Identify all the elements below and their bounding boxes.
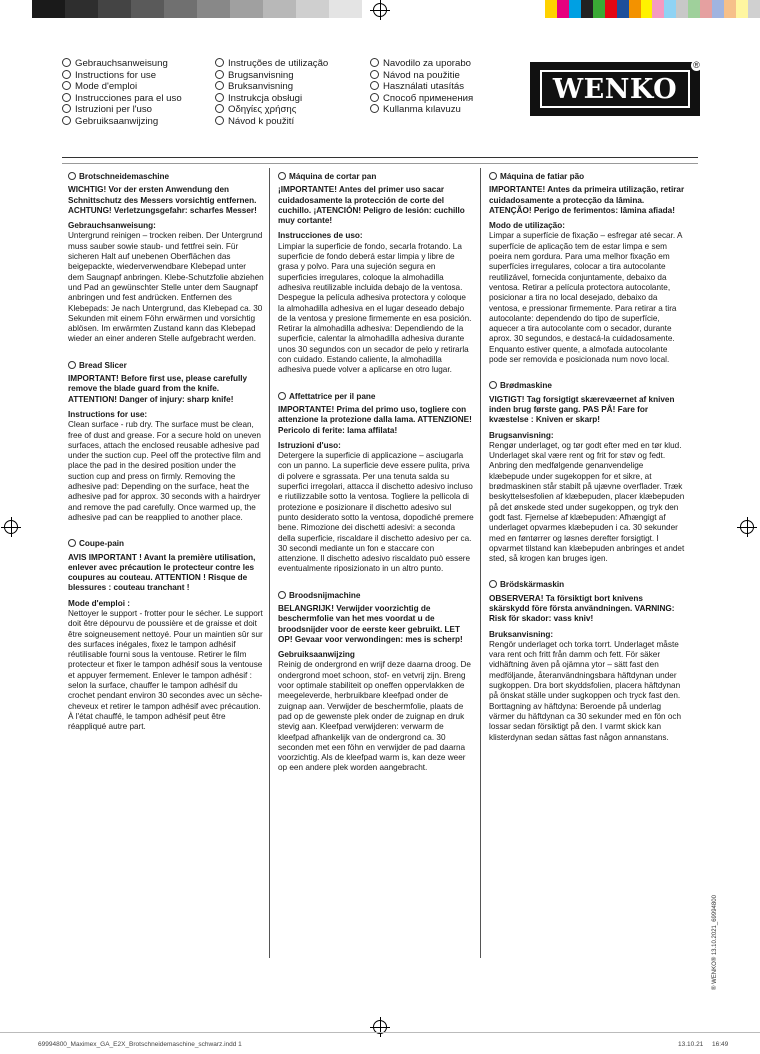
section-warning: IMPORTANTE! Antes da primeira utilização, retirar cuidadosamente a protecção da lâmina. ATENÇÃO! Perigo de ferimentos: lâmina afiada! xyxy=(489,185,685,215)
color-swatch xyxy=(700,0,712,18)
color-swatch xyxy=(712,0,724,18)
language-item: Navodilo za uporabo xyxy=(370,58,473,70)
section-title: Brødmaskine xyxy=(500,381,552,391)
footer-date: 13.10.21 xyxy=(678,1041,704,1048)
language-flag-icon xyxy=(370,93,379,102)
language-flag-icon xyxy=(68,539,76,547)
column-1 xyxy=(68,172,264,741)
color-swatch xyxy=(329,0,362,18)
section-subtitle: Brugsanvisning: xyxy=(489,430,554,440)
language-flag-icon xyxy=(68,361,76,369)
color-swatch xyxy=(748,0,760,18)
language-item: Návod na použitie xyxy=(370,70,473,82)
section-title: Coupe-pain xyxy=(79,539,125,549)
color-swatch xyxy=(569,0,581,18)
color-swatch xyxy=(557,0,569,18)
language-item: Gebrauchsanweisung xyxy=(62,58,182,70)
section-subtitle: Bruksanvisning: xyxy=(489,629,554,639)
language-flag-icon xyxy=(370,70,379,79)
language-item: Návod k použití xyxy=(215,116,328,128)
language-flag-icon xyxy=(370,58,379,67)
registration-mark-left xyxy=(4,520,18,534)
registration-mark-right xyxy=(740,520,754,534)
color-calibration-bar xyxy=(545,0,760,18)
language-flag-icon xyxy=(215,70,224,79)
section-sv xyxy=(489,580,685,742)
grayscale-color-bar xyxy=(32,0,362,18)
color-swatch xyxy=(724,0,736,18)
section-title: Bread Slicer xyxy=(79,360,127,370)
section-de xyxy=(68,172,264,345)
section-body: Untergrund reinigen – trocken reiben. Der Untergrund muss sauber sowie staub- und fettfrei sein. Für sicheren Halt auf unebenen Oberflächen das beigepackte, wiederverwendbare Klebepad unter dem Saugnapf anbringen. Klebe-Schutzfolie abziehen und Pad an gewünschter Stelle unter dem Saugnapf anbringen und fest andrücken. Entfernen des Klebepads: Je nach Untergrund, das Klebepad ca. 30 Sekunden mit einem Föhn erwärmen und vorsichtig ablösen. Im erwärmten Zustand kann das Klebepad wieder an einer anderen Stelle aufgebracht werden. xyxy=(68,231,264,344)
section-subtitle: Gebruiksaanwijzing xyxy=(278,650,355,660)
color-swatch xyxy=(652,0,664,18)
section-warning: OBSERVERA! Ta försiktigt bort knivens skärskydd före första användningen. VARNING: Risk för skador: vass kniv! xyxy=(489,593,675,624)
section-body: Clean surface - rub dry. The surface must be clean, free of dust and grease. For a secure hold on uneven surfaces, attach the enclosed reusable adhesive pad under the suction cup. Peel off the protective film and place the pad in the desired position under the suction cup and press on firmly. Removing the adhesive pad: Depending on the surface, heat the adhesive pad for approx. 30 seconds with a hairdryer and remove the pad carefully. Once warmed up, the adhesive pad can be reapplied to another place. xyxy=(68,420,261,522)
language-flag-icon xyxy=(62,81,71,90)
color-swatch xyxy=(581,0,593,18)
section-es xyxy=(278,172,474,376)
language-flag-icon xyxy=(215,58,224,67)
section-warning: IMPORTANTE! Prima del primo uso, togliere con attenzione la protezione dalla lama. ATTENZIONE! Pericolo di ferite: lama affilata! xyxy=(278,404,472,435)
language-item: Bruksanvisning xyxy=(215,81,328,93)
registration-mark-top xyxy=(373,3,387,17)
section-it xyxy=(278,392,474,575)
side-note: ® WENKO® 13.10.2021_69994800 xyxy=(712,895,718,990)
language-item: Mode d'emploi xyxy=(62,81,182,93)
section-subtitle: Mode d'emploi : xyxy=(68,598,130,608)
section-en xyxy=(68,361,264,523)
section-pt xyxy=(489,172,685,365)
color-swatch xyxy=(593,0,605,18)
section-subtitle: Instrucciones de uso: xyxy=(278,231,363,241)
color-swatch xyxy=(545,0,557,18)
color-swatch xyxy=(98,0,131,18)
footer-time: 16:49 xyxy=(712,1041,729,1048)
section-warning: VIGTIGT! Tag forsigtigt skærevæernet af kniven inden brug første gang. PAS PÅ! Fare for kvæstelse : Kniven er skarp! xyxy=(489,394,675,425)
section-body: Limpiar la superficie de fondo, secarla frotando. La superficie de fondo deberá estar limpia y libre de grasa y polvo. Para una sujeción segura en superficies irregulares, coloque la almohadilla adhesiva reutilizable incluida debajo de la ventosa. Despegue la película adhesiva protectora y coloque la almohadilla adhesiva en el lugar deseado debajo de la ventosa y presione firmemente en esa posición. Retirar la almohadilla adhesiva: Dependiendo de la superficie, calentar la almohadilla adhesiva durante unos 30 segundos con un secador de pelo y retirarla con cuidado. Estando caliente, la almohadilla adhesiva puede volver a aplicarse en otro lugar. xyxy=(278,241,472,375)
language-flag-icon xyxy=(278,172,286,180)
color-swatch xyxy=(164,0,197,18)
section-body: Rengör underlaget och torka torrt. Underlaget måste vara rent och fritt från damm och fett. För säker vidhäftning även på ojämna ytor – sätt fast den medföljande, återanvändningsbara häftdynan under sugkoppen. Dra bort skyddsfolien, placera häftdynan på önskat ställe under sugkoppen och tryck fast den. Borttagning av häftdyna: Beroende på underlag värmer du häftdynan ca 30 sekunder med en fön och lossar sedan försiktigt på den. I varmt skick kan klisterdynan sedan sättas fast någon annanstans. xyxy=(489,639,682,742)
color-swatch xyxy=(688,0,700,18)
color-swatch xyxy=(263,0,296,18)
footer-divider xyxy=(0,1032,760,1033)
language-list-3 xyxy=(370,58,473,116)
section-da xyxy=(489,381,685,564)
language-list-1 xyxy=(62,58,182,128)
color-swatch xyxy=(65,0,98,18)
section-subtitle: Istruzioni d'uso: xyxy=(278,440,341,450)
section-warning: IMPORTANT! Before first use, please carefully remove the blade guard from the knife. ATTENTION! Danger of injury: sharp knife! xyxy=(68,374,248,404)
color-swatch xyxy=(736,0,748,18)
language-item: Instructions for use xyxy=(62,70,182,82)
column-divider-1 xyxy=(269,168,270,958)
language-item: Kullanma kılavuzu xyxy=(370,104,473,116)
language-flag-icon xyxy=(370,104,379,113)
section-warning: ¡IMPORTANTE! Antes del primer uso sacar cuidadosamente la protección de corte del cuchillo. ¡ATENCIÓN! Peligro de lesión: cuchillo muy cortante! xyxy=(278,185,465,226)
section-title: Affettatrice per il pane xyxy=(289,391,376,401)
language-flag-icon xyxy=(62,93,71,102)
logo-text: WENKO xyxy=(540,70,690,108)
color-swatch xyxy=(676,0,688,18)
language-flag-icon xyxy=(62,116,71,125)
language-flag-icon xyxy=(278,591,286,599)
color-swatch xyxy=(131,0,164,18)
section-body: Nettoyer le support - frotter pour le sécher. Le support doit être dépourvu de poussière et de graisse et doit être soigneusement nettoyé. Pour un maintien sûr sur des surfaces inégales, fixez le tampon adhésif réutilisable fourni sous la ventouse. Retirer le film protecteur et fixer le tampon adhésif sous la ventouse et appuyer fermement. Enlever le tampon adhésif : selon la surface, chauffer le tampon adhésif du crochet pendant environ 30 secondes avec un sèche-cheveux et retirer le tampon adhésif avec précaution. À l'état chauffé, le tampon adhésif peut être réappliqué autre part. xyxy=(68,608,263,732)
language-flag-icon xyxy=(489,172,497,180)
color-swatch xyxy=(664,0,676,18)
language-item: Instruções de utilização xyxy=(215,58,328,70)
language-flag-icon xyxy=(62,58,71,67)
footer-file: 69994800_Maximex_GA_E2X_Brotschneidemaschine_schwarz.indd 1 xyxy=(38,1041,242,1048)
section-warning: BELANGRIJK! Verwijder voorzichtig de beschermfolie van het mes voordat u de broodsnijder voor de eerste keer gebruikt. LET OP! Gevaar voor verwondingen: mes is scherp! xyxy=(278,603,463,644)
color-swatch xyxy=(296,0,329,18)
registered-mark: ® xyxy=(691,60,702,71)
color-swatch xyxy=(629,0,641,18)
color-swatch xyxy=(605,0,617,18)
language-item: Οδηγίες χρήσης xyxy=(215,104,328,116)
language-item: Brugsanvisning xyxy=(215,70,328,82)
section-fr xyxy=(68,539,264,732)
header-divider xyxy=(62,157,698,158)
language-flag-icon xyxy=(370,81,379,90)
section-title: Máquina de cortar pan xyxy=(289,172,377,181)
language-item: Istruzioni per l'uso xyxy=(62,104,182,116)
section-warning: WICHTIG! Vor der ersten Anwendung den Schnittschutz des Messers vorsichtig entfernen. ACHTUNG! Verletzungsgefahr: scharfes Messer! xyxy=(68,185,257,215)
section-title: Brödskärmaskin xyxy=(500,580,565,590)
section-title: Brotschneidemaschine xyxy=(79,172,170,181)
color-swatch xyxy=(617,0,629,18)
column-3 xyxy=(489,172,685,751)
language-flag-icon xyxy=(489,580,497,588)
language-list-2 xyxy=(215,58,328,128)
language-item: Használati utasítás xyxy=(370,81,473,93)
language-flag-icon xyxy=(215,116,224,125)
section-warning: AVIS IMPORTANT ! Avant la première utilisation, enlever avec précaution le protecteur contre les coupures au couteau. ATTENTION ! Risque de blessures : couteau tranchant ! xyxy=(68,552,256,593)
section-body: Reinig de ondergrond en wrijf deze daarna droog. De ondergrond moet schoon, stof- en vetvrij zijn. Breng voor optimale stabiliteit op oneffen oppervlakken de meegeleverde, herbruikbare kleefpad onder de zuignap aan. Verwijder de beschermfolie, plaats de pad op de gewenste plek onder de zuignap en druk stevig aan. Kleefpad verwijderen: verwarm de kleefpad afhankelijk van de ondergrond ca. 30 seconden met een föhn en verwijder de pad daarna voorzichtig. Als de kleefpad warm is, kan deze weer op een andere plek worden aangebracht. xyxy=(278,660,471,773)
language-item: Instrukcja obsługi xyxy=(215,93,328,105)
section-nl xyxy=(278,591,474,774)
section-subtitle: Gebrauchsanweisung: xyxy=(68,221,156,231)
column-2 xyxy=(278,172,474,782)
section-body: Rengør underlaget, og tør godt efter med en tør klud. Underlaget skal være rent og frit for støv og fedt. Anbring den medfølgende genanvendelige klæbepude under sugekoppen for et sikre, at brødmaskinen står stabilt på ujævne overflader. Træk beskyttelsesfolien af klæbepuden, placer klæbepuden på det ønskede sted under sugekoppen, og tryk den godt fast. Fjernelse af klæbepuden: Afhængigt af underlaget opvarmes klæbepuden i ca. 30 sekunder med en føntørrer og løsnes derefter forsigtigt. I opvarmet tilstand kan klæbepuden anbringes et andet sted, så krogen kan bruges igen. xyxy=(489,440,685,564)
language-item: Gebruiksaanwijzing xyxy=(62,116,182,128)
color-swatch xyxy=(197,0,230,18)
language-flag-icon xyxy=(215,104,224,113)
language-item: Способ применения xyxy=(370,93,473,105)
section-title: Broodsnijmachine xyxy=(289,590,361,600)
language-flag-icon xyxy=(62,70,71,79)
language-item: Instrucciones para el uso xyxy=(62,93,182,105)
section-title: Máquina de fatiar pão xyxy=(500,172,585,181)
language-flag-icon xyxy=(278,392,286,400)
section-body: Detergere la superficie di applicazione – asciugarla con un panno. La superficie deve essere pulita, priva di polvere e sgrassata. Per una tenuta salda su superfici irregolari, attacca il dischetto adesivo incluso e riutilizzabile sotto la ventosa. Togliere la pellicola di protezione e posizionare il dischetto adesivo sul punto desiderato sotto la ventosa, dopodiché premere bene. Rimozione dei dischetti adesivi: a seconda della superficie, riscaldare il dischetto adesivo per ca. 30 secondi mediante un fon e staccare con attenzione. Il dischetto adesivo riscaldato può essere eventualmente riposizionato in un altro punto. xyxy=(278,451,474,574)
section-subtitle: Modo de utilização: xyxy=(489,221,565,231)
color-swatch xyxy=(641,0,653,18)
wenko-logo xyxy=(530,62,700,116)
section-body: Limpar a superfície de fixação – esfregar até secar. A superfície de aplicação tem de estar limpa e sem poeira nem gordura. Para uma melhor fixação em superfícies irregulares, colocar a tira autocolante reutilizável, fornecida conjuntamente, debaixo da ventosa. Retirar a película protectora autocolante, posicionar a tira no local desejado, debaixo da ventosa, e pressionar firmemente. Para retirar a tira autocolante: dependendo do tipo de superfície, aquecer a tira autocolante com o secador, durante aprox. 30 segundos, e destacá-la cuidadosamente. Enquanto estiver quente, a almofada autocolante pode ser removida e posicionada num novo local. xyxy=(489,231,682,365)
color-swatch xyxy=(230,0,263,18)
section-subtitle: Instructions for use: xyxy=(68,409,148,419)
language-flag-icon xyxy=(215,93,224,102)
language-flag-icon xyxy=(215,81,224,90)
language-flag-icon xyxy=(68,172,76,180)
color-swatch xyxy=(32,0,65,18)
column-divider-2 xyxy=(480,168,481,958)
language-flag-icon xyxy=(489,381,497,389)
header-divider-2 xyxy=(62,163,698,164)
language-flag-icon xyxy=(62,104,71,113)
